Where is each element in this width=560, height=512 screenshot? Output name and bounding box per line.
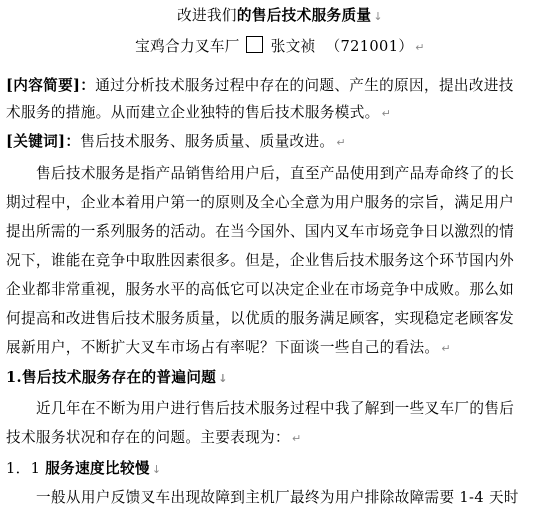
- intro-line-3: [6, 220, 514, 241]
- section-heading-text: 1.售后技术服务存在的普遍问题: [6, 369, 217, 386]
- intro-text: 期过程中，企业本着用户第一的原则及全心全意为用户服务的宗旨，满足用户: [6, 194, 515, 211]
- intro-line-2: [6, 191, 514, 212]
- body-text: 一般从用户反馈叉车出现故障到主机厂最终为用户排除故障需要 1-4 天时: [36, 489, 519, 506]
- section-1-line-2: [6, 426, 302, 447]
- line-break-mark: ↓: [373, 10, 383, 23]
- intro-text: 展新用户，不断扩大叉车市场占有率呢？下面谈一些自己的看法。: [6, 339, 440, 356]
- postcode: （721001）: [325, 38, 414, 55]
- paragraph-mark: ↵: [441, 342, 451, 355]
- intro-text: 提出所需的一系列服务的活动。在当今国外、国内叉车市场竞争日以激烈的情: [6, 223, 515, 240]
- intro-line-7: [6, 336, 451, 357]
- abstract-line-2: [6, 101, 391, 122]
- intro-text: 何提高和改进售后技术服务质量，以优质的服务满足顾客，实现稳定老顾客发: [6, 310, 515, 327]
- intro-line-5: [6, 278, 514, 299]
- abstract-label: [内容简要]：: [6, 77, 96, 94]
- intro-line-6: [6, 307, 514, 328]
- paragraph-mark: ↵: [336, 136, 346, 149]
- abstract-line-1: [6, 74, 514, 95]
- document-title: [0, 4, 560, 25]
- intro-text: 售后技术服务是指产品销售给用户后，直至产品使用到产品寿命终了的长: [36, 165, 515, 182]
- author-line: [0, 35, 560, 56]
- author-name: 张文祯: [270, 38, 316, 55]
- paragraph-mark: ↵: [381, 107, 392, 120]
- line-break-mark: ↓: [218, 372, 228, 385]
- line-break-mark: ↓: [151, 463, 162, 476]
- title-prefix: 改进我们: [177, 7, 237, 24]
- section-text: 近几年在不断为用户进行售后技术服务过程中我了解到一些叉车厂的售后: [36, 400, 515, 417]
- paragraph-mark: ↵: [291, 432, 302, 445]
- intro-text: 况下，谁能在竞争中取胜因素很多。但是，企业售后技术服务这个环节国内外: [6, 252, 515, 269]
- keywords-line: [6, 130, 346, 151]
- checkbox-square: [246, 36, 263, 53]
- abstract-text-1: 通过分析技术服务过程中存在的问题、产生的原因，提出改进技: [95, 77, 514, 94]
- subsection-text-line: [6, 486, 519, 507]
- abstract-text-2: 术服务的措施。从而建立企业独特的售后技术服务模式。: [6, 104, 380, 121]
- section-text: 技术服务状况和存在的问题。主要表现为：: [6, 429, 290, 446]
- intro-line-4: [6, 249, 514, 270]
- section-1-line-1: [6, 397, 514, 418]
- subsection-number: 1．1: [6, 460, 41, 477]
- keywords-label: [关键词]：: [6, 133, 81, 150]
- title-bold: 的售后技术服务质量: [236, 7, 372, 24]
- subsection-heading-text: 服务速度比较慢: [45, 460, 150, 477]
- intro-line-1: [6, 162, 514, 183]
- subsection-1-1-heading: [6, 457, 161, 478]
- intro-text: 企业都非常重视，服务水平的高低它可以决定企业在市场竞争中成败。那么如: [6, 281, 515, 298]
- section-1-heading: [6, 366, 228, 387]
- company-name: 宝鸡合力叉车厂: [135, 38, 240, 55]
- paragraph-mark: ↵: [415, 41, 425, 54]
- keywords-text: 售后技术服务、服务质量、质量改进。: [80, 133, 335, 150]
